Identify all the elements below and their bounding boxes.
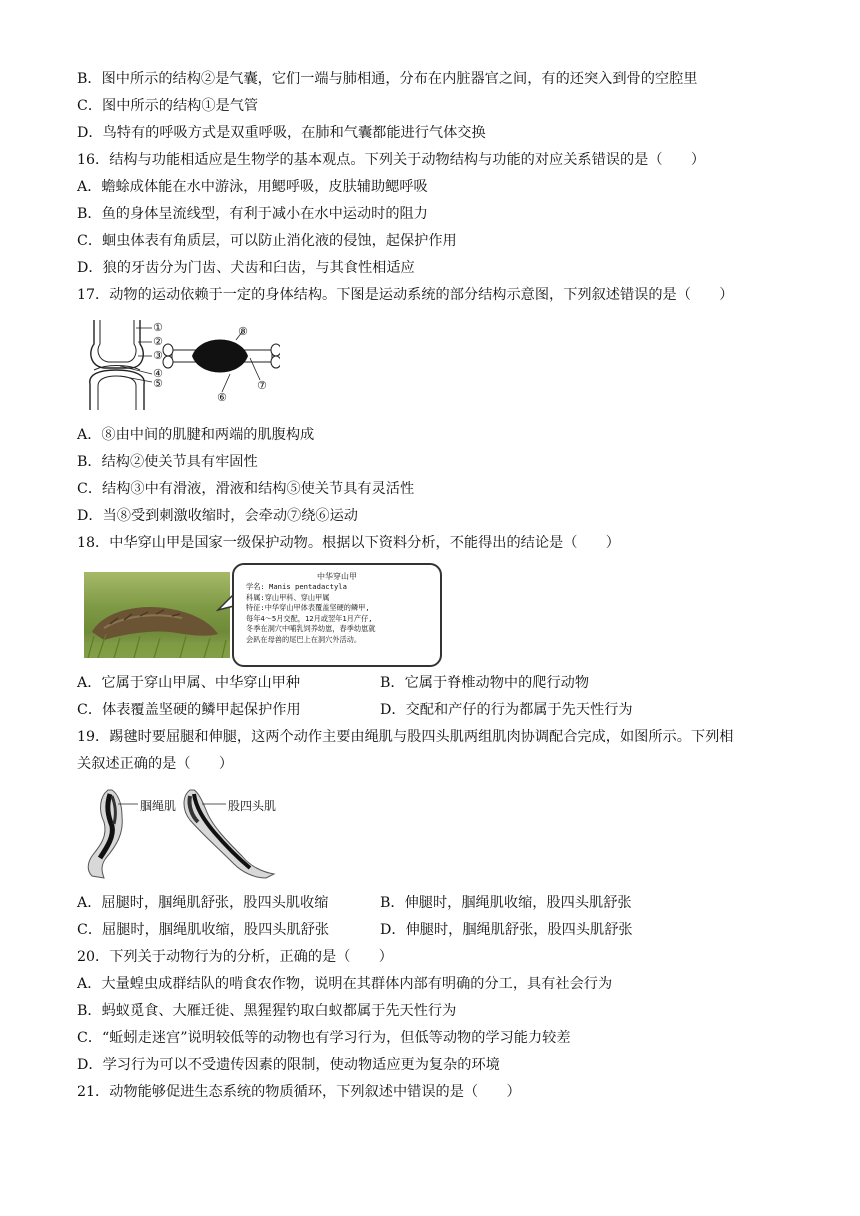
q19-stem-line-2: 关叙述正确的是（ ） [77,756,234,772]
info-box-line-6: 会趴在母兽的尾巴上在洞穴外活动。 [246,634,362,644]
q19-stem-line-1: 19．踢毽时要屈腿和伸腿，这两个动作主要由绳肌与股四头肌两组肌肉协调配合完成，如图所示。下列相 [77,729,734,745]
q17-label-4: ④ [153,367,163,380]
q18-option-c: C．体表覆盖坚硬的鳞甲起保护作用 [77,702,301,718]
info-box-line-2: 科属:穿山甲科、穿山甲属 [246,592,330,602]
q15-option-d: D．鸟特有的呼吸方式是双重呼吸，在肺和气囊都能进行气体交换 [77,125,486,141]
q20-stem: 20．下列关于动物行为的分析，正确的是（ ） [77,949,393,965]
q17-stem: 17．动物的运动依赖于一定的身体结构。下图是运动系统的部分结构示意图，下列叙述错误的是（ ） [77,287,734,303]
q16-option-b: B．鱼的身体呈流线型，有利于减小在水中运动时的阻力 [77,206,428,222]
quadriceps-label: 股四头肌 [228,799,277,813]
q17-label-8: ⑧ [238,325,248,338]
q16-stem: 16．结构与功能相适应是生物学的基本观点。下列关于动物结构与功能的对应关系错误的是（ ） [77,152,706,168]
info-box-title: 中华穿山甲 [317,572,357,581]
info-box-line-5: 冬季在洞穴中哺乳饲养幼崽，春季幼崽就 [246,624,376,633]
q19-option-c: C．屈腿时，腘绳肌收缩，股四头肌舒张 [77,922,330,938]
q19-option-b: B．伸腿时，腘绳肌收缩，股四头肌舒张 [380,895,632,911]
q17-option-b: B．结构②使关节具有牢固性 [77,454,258,470]
q17-label-3: ③ [153,349,163,362]
hamstring-label: 腘绳肌 [140,799,177,813]
joint-muscle-diagram [80,318,280,412]
q19-option-d: D．伸腿时，腘绳肌舒张，股四头肌舒张 [380,922,633,938]
q15-option-b: B．图中所示的结构②是气囊，它们一端与肺相通，分布在内脏器官之间，有的还突入到骨的空腔里 [77,71,698,87]
q17-label-7: ⑦ [257,379,267,392]
q18-option-d: D．交配和产仔的行为都属于先天性行为 [380,702,633,718]
q17-label-5: ⑤ [153,377,163,390]
q16-option-a: A．蟾蜍成体能在水中游泳，用鳃呼吸，皮肤辅助鳃呼吸 [77,179,428,195]
q18-option-b: B．它属于脊椎动物中的爬行动物 [380,675,590,691]
pangolin-photo [84,572,230,658]
q20-option-d: D．学习行为可以不受遗传因素的限制，使动物适应更为复杂的环境 [77,1057,500,1073]
q17-option-c: C．结构③中有滑液，滑液和结构⑤使关节具有灵活性 [77,481,415,497]
q18-option-a: A．它属于穿山甲属、中华穿山甲种 [77,675,301,691]
q17-option-a: A．⑧由中间的肌腱和两端的肌腹构成 [77,427,315,443]
q18-stem: 18．中华穿山甲是国家一级保护动物。根据以下资料分析，不能得出的结论是（ ） [77,535,620,551]
q16-option-d: D．狼的牙齿分为门齿、犬齿和臼齿，与其食性相适应 [77,260,415,276]
q19-option-a: A．屈腿时，腘绳肌舒张，股四头肌收缩 [77,895,329,911]
info-box-line-3: 特征:中华穿山甲体表覆盖坚硬的鳞甲, [246,603,370,612]
q20-option-b: B．蚂蚁觅食、大雁迁徙、黑猩猩钓取白蚁都属于先天性行为 [77,1003,457,1019]
info-box-line-1: 学名: Manis pentadactyla [246,582,347,591]
q20-option-a: A．大量蝗虫成群结队的啃食农作物，说明在其群体内部有明确的分工，具有社会行为 [77,976,613,992]
q17-label-2: ② [153,335,163,348]
q17-label-6: ⑥ [217,391,227,404]
q20-option-c: C．“蚯蚓走迷宫”说明较低等的动物也有学习行为，但低等动物的学习能力较差 [77,1030,571,1046]
q21-stem: 21．动物能够促进生态系统的物质循环，下列叙述中错误的是（ ） [77,1084,521,1100]
q16-option-c: C．蛔虫体表有角质层，可以防止消化液的侵蚀，起保护作用 [77,233,457,249]
q17-label-1: ① [153,321,163,334]
q15-option-c: C．图中所示的结构①是气管 [77,98,259,114]
q17-option-d: D．当⑧受到刺激收缩时，会牵动⑦绕⑥运动 [77,508,358,524]
pangolin-info-box [232,563,442,667]
info-box-line-4: 每年4～5月交配，12月或翌年1月产仔, [246,613,373,623]
